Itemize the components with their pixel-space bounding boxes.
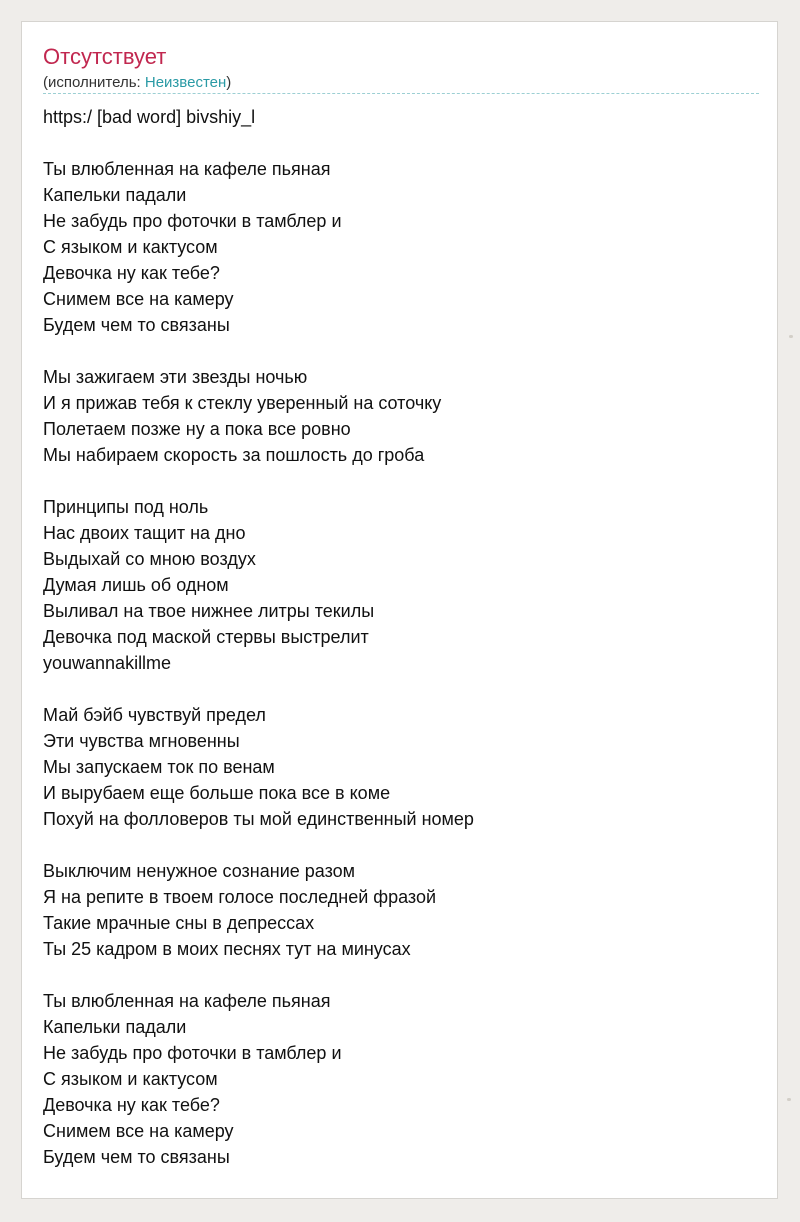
lyric-line: Мы набираем скорость за пошлость до гроба	[43, 445, 425, 465]
lyric-line: Не забудь про фоточки в тамблер и	[43, 211, 342, 231]
lyric-line: Девочка ну как тебе?	[43, 263, 220, 283]
stanza-break	[43, 468, 759, 494]
lyric-line: Девочка ну как тебе?	[43, 1095, 220, 1115]
stanza-break	[43, 338, 759, 364]
lyric-line: Снимем все на камеру	[43, 289, 234, 309]
lyric-line: Снимем все на камеру	[43, 1121, 234, 1141]
artist-line	[43, 73, 231, 93]
lyric-line: С языком и кактусом	[43, 237, 218, 257]
artist-prefix: (исполнитель:	[43, 74, 145, 91]
lyric-line: С языком и кактусом	[43, 1069, 218, 1089]
lyric-line: Капельки падали	[43, 185, 187, 205]
lyric-line: Я на репите в твоем голосе последней фразой	[43, 887, 437, 907]
background-speck	[787, 1098, 791, 1101]
title-divider	[43, 93, 759, 94]
lyric-line: Девочка под маской стервы выстрелит	[43, 627, 369, 647]
lyric-line: Ты влюбленная на кафеле пьяная	[43, 159, 331, 179]
stanza-break	[43, 962, 759, 988]
lyric-line: Не забудь про фоточки в тамблер и	[43, 1043, 342, 1063]
lyric-line: Мы зажигаем эти звезды ночью	[43, 367, 308, 387]
lyric-line: Нас двоих тащит на дно	[43, 523, 246, 543]
lyrics-text	[43, 104, 759, 1170]
lyric-line: Думая лишь об одном	[43, 575, 229, 595]
lyric-line: Будем чем то связаны	[43, 1147, 230, 1167]
lyric-line: Выключим ненужное сознание разом	[43, 861, 356, 881]
stanza-break	[43, 832, 759, 858]
lyric-line: Полетаем позже ну а пока все ровно	[43, 419, 351, 439]
lyric-line: Ты 25 кадром в моих песнях тут на минусах	[43, 939, 411, 959]
lyric-line: https:/ [bad word] bivshiy_l	[43, 107, 256, 127]
lyric-line: youwannakillme	[43, 653, 172, 673]
lyric-line: Мы запускаем ток по венам	[43, 757, 275, 777]
lyric-line: Эти чувства мгновенны	[43, 731, 240, 751]
stanza-break	[43, 676, 759, 702]
lyric-line: Такие мрачные сны в депрессах	[43, 913, 315, 933]
lyric-line: Принципы под ноль	[43, 497, 209, 517]
song-title: Отсутствует	[43, 44, 167, 69]
lyric-line: Будем чем то связаны	[43, 315, 230, 335]
artist-suffix: )	[226, 74, 232, 91]
lyric-line: И вырубаем еще больше пока все в коме	[43, 783, 391, 803]
lyric-line: Выливал на твое нижнее литры текилы	[43, 601, 375, 621]
lyric-line: Выдыхай со мною воздух	[43, 549, 256, 569]
lyric-line: Ты влюбленная на кафеле пьяная	[43, 991, 331, 1011]
artist-link[interactable]: Неизвестен	[144, 74, 227, 91]
lyrics-card	[21, 21, 778, 1199]
lyric-line: Похуй на фолловеров ты мой единственный номер	[43, 809, 474, 829]
lyric-line: Капельки падали	[43, 1017, 187, 1037]
lyric-line: И я прижав тебя к стеклу уверенный на соточку	[43, 393, 442, 413]
background-speck	[789, 335, 793, 338]
stanza-break	[43, 130, 759, 156]
lyric-line: Май бэйб чувствуй предел	[43, 705, 266, 725]
